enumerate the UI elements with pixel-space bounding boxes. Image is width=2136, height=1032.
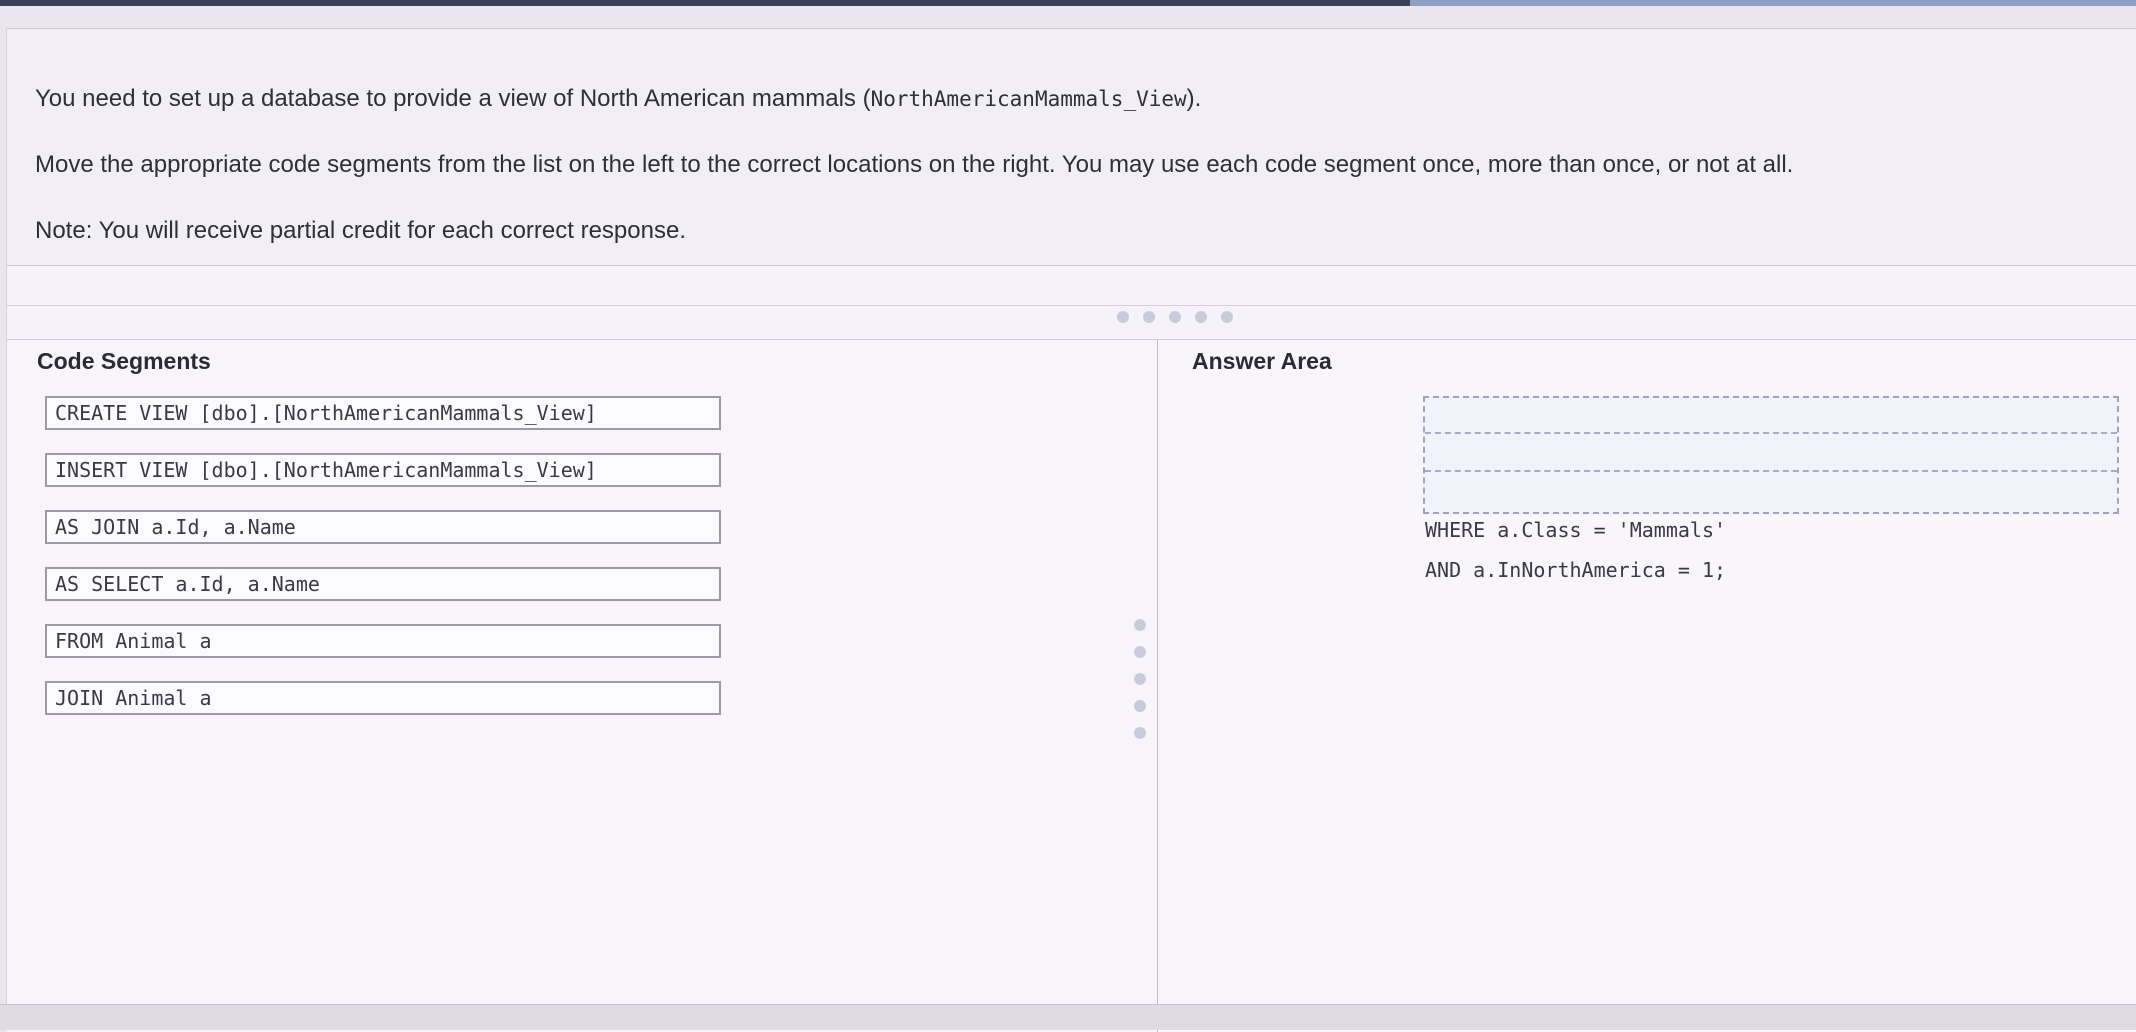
instruction-line-1-code: NorthAmericanMammals_View (870, 87, 1187, 111)
question-frame (6, 28, 2136, 1009)
window-top-bar (0, 0, 2136, 6)
code-segment-create-view[interactable]: CREATE VIEW [dbo].[NorthAmericanMammals_View] (45, 396, 721, 430)
bottom-edge (0, 1004, 2136, 1030)
splitter-dot (1134, 619, 1146, 631)
answer-area-panel (1158, 339, 2136, 1032)
code-segment-as-select[interactable]: AS SELECT a.Id, a.Name (45, 567, 721, 601)
instruction-note: Note: You will receive partial credit for each correct response. (35, 217, 686, 244)
splitter-dot (1134, 727, 1146, 739)
instruction-line-1-text: You need to set up a database to provide a view of North American mammals ( (35, 85, 871, 112)
window-top-bar-highlight (1410, 0, 2136, 6)
code-segment-as-join[interactable]: AS JOIN a.Id, a.Name (45, 510, 721, 544)
code-segment-from-animal[interactable]: FROM Animal a (45, 624, 721, 658)
instruction-line-1 (35, 85, 1201, 113)
instruction-line-1-end: ). (1186, 85, 1202, 112)
answer-area-heading: Answer Area (1192, 348, 1332, 374)
vertical-splitter-handle[interactable] (1134, 619, 1146, 739)
splitter-dot (1169, 311, 1181, 323)
splitter-dot (1143, 311, 1155, 323)
answer-drop-slot-3[interactable] (1425, 474, 2117, 510)
code-segment-insert-view[interactable]: INSERT VIEW [dbo].[NorthAmericanMammals_View] (45, 453, 721, 487)
answer-drop-slot-1[interactable] (1425, 398, 2117, 434)
splitter-dot (1134, 700, 1146, 712)
code-segment-join-animal[interactable]: JOIN Animal a (45, 681, 721, 715)
splitter-dot (1195, 311, 1207, 323)
answer-fixed-line-where: WHERE a.Class = 'Mammals' (1425, 518, 1727, 542)
answer-drop-slot-2[interactable] (1425, 436, 2117, 472)
answer-fixed-line-and: AND a.InNorthAmerica = 1; (1425, 558, 1727, 582)
panel-divider (7, 305, 2136, 306)
splitter-dot (1134, 646, 1146, 658)
answer-drop-area (1423, 396, 2119, 514)
splitter-dot (1221, 311, 1233, 323)
horizontal-splitter-handle[interactable] (1117, 311, 1233, 323)
code-segments-heading: Code Segments (37, 348, 211, 374)
instructions-panel (7, 29, 2136, 266)
code-segments-panel (7, 339, 1158, 1032)
splitter-dot (1134, 673, 1146, 685)
splitter-dot (1117, 311, 1129, 323)
instruction-line-2: Move the appropriate code segments from the list on the left to the correct locations on the right. You may use each code segment once, more than once, or not at all. (35, 151, 1794, 178)
